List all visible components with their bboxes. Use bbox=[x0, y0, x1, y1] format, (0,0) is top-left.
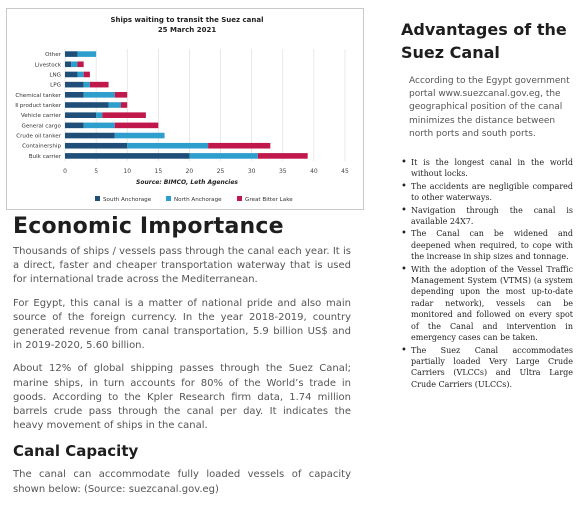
bar-segment bbox=[84, 82, 90, 88]
chart-title: Ships waiting to transit the Suez canal bbox=[110, 16, 264, 24]
suez-waiting-ships-chart bbox=[7, 9, 363, 209]
bar-segment bbox=[65, 123, 84, 129]
bar-segment bbox=[65, 82, 84, 88]
bar-segment bbox=[115, 123, 159, 129]
bar-segment bbox=[65, 143, 127, 149]
bar-segment bbox=[65, 112, 96, 118]
economic-paragraph: About 12% of global shipping passes through the Suez Canal; marine ships, in turn accounts for 80% of the World’s trade in goods. According to the Kpler Research firm data, 1.74 million barrels crude pass through the canal per day. It indicates the heavy movement of ships in the canal. bbox=[13, 363, 351, 432]
advantages-intro: According to the Egypt government portal www.suezcanal.gov.eg, the geographical position of the canal minimizes the distance between north ports and south ports. bbox=[409, 76, 570, 139]
advantages-list bbox=[401, 157, 573, 390]
y-category-label: General cargo bbox=[21, 123, 61, 130]
economic-heading: Economic Importance bbox=[13, 214, 284, 239]
bar-segment bbox=[65, 133, 115, 139]
chart-panel bbox=[6, 8, 364, 210]
bar-segment bbox=[84, 72, 90, 78]
bar-segment bbox=[109, 102, 121, 108]
bar-segment bbox=[65, 61, 71, 67]
y-category-label: LNG bbox=[49, 72, 61, 79]
bar-segment bbox=[65, 92, 84, 98]
economic-paragraph: For Egypt, this canal is a matter of national pride and also main source of the foreign currency. In the year 2018-2019, country generated revenue from canal transportation, 5.9 billion US$ and in 2019-2020, 5.60 billion. bbox=[13, 297, 351, 352]
bar-segment bbox=[127, 143, 208, 149]
y-category-label: Crude oil tanker bbox=[16, 133, 61, 140]
bar-segment bbox=[65, 72, 77, 78]
chart-source: Source: BIMCO, Leth Agencies bbox=[136, 179, 238, 186]
bar-segment bbox=[115, 92, 127, 98]
x-tick-label: 30 bbox=[247, 168, 256, 175]
x-tick-label: 20 bbox=[185, 168, 194, 175]
legend-label: Great Bitter Lake bbox=[245, 197, 293, 203]
advantage-item: • The accidents are negligible compared to other waterways. bbox=[401, 181, 573, 204]
bar-segment bbox=[65, 153, 189, 159]
bar-segment bbox=[65, 102, 109, 108]
x-tick-label: 40 bbox=[310, 168, 318, 175]
advantages-heading: Advantages of the Suez Canal bbox=[401, 20, 567, 62]
x-tick-label: 10 bbox=[123, 168, 132, 175]
x-tick-label: 5 bbox=[94, 168, 99, 175]
y-category-label: Bulk carrier bbox=[28, 153, 61, 160]
bar-segment bbox=[71, 61, 77, 67]
y-category-label: Ⅱ product tanker bbox=[15, 103, 61, 109]
advantage-item: • The Canal can be widened and deepened when required, to cope with the increase in ship sizes and tonnage. bbox=[401, 228, 573, 262]
bar-segment bbox=[189, 153, 257, 159]
legend-swatch bbox=[95, 196, 100, 201]
capacity-text: The canal can accommodate fully loaded vessels of capacity shown below: (Source: suezcanal.gov.eg) bbox=[13, 469, 351, 495]
y-category-label: LPG bbox=[50, 82, 61, 89]
y-category-label: Containership bbox=[22, 143, 61, 150]
advantage-item: • With the adoption of the Vessel Traffic Management System (VTMS) (a system depending upon the most up-to-date radar network), vessels can be monitored and followed on every spot of the Canal and intervention in emergency cases can be taken. bbox=[401, 264, 573, 344]
x-tick-label: 0 bbox=[63, 168, 67, 175]
bar-segment bbox=[84, 92, 115, 98]
bar-segment bbox=[84, 123, 115, 129]
advantage-item: • Navigation through the canal is available 24X7. bbox=[401, 205, 573, 228]
y-category-label: Livestock bbox=[34, 62, 61, 69]
bar-segment bbox=[258, 153, 308, 159]
advantage-item: • It is the longest canal in the world without locks. bbox=[401, 157, 573, 180]
capacity-heading: Canal Capacity bbox=[13, 442, 139, 461]
bar-segment bbox=[77, 51, 96, 57]
y-category-label: Vehicle carrier bbox=[20, 113, 61, 120]
bar-segment bbox=[77, 72, 83, 78]
y-category-label: Other bbox=[45, 52, 61, 59]
y-category-label: Chemical tanker bbox=[15, 92, 61, 99]
bar-segment bbox=[102, 112, 146, 118]
chart-subtitle: 25 March 2021 bbox=[157, 26, 217, 34]
bar-segment bbox=[96, 112, 102, 118]
economic-section bbox=[13, 214, 351, 506]
bar-segment bbox=[77, 61, 83, 67]
x-tick-label: 15 bbox=[154, 168, 163, 175]
legend-label: South Anchorage bbox=[103, 197, 152, 203]
bar-segment bbox=[208, 143, 270, 149]
economic-paragraph: Thousands of ships / vessels pass through the canal each year. It is a direct, faster and cheaper transportation waterway that is used for international trade across the Mediterranean. bbox=[13, 246, 351, 286]
bar-segment bbox=[65, 51, 77, 57]
advantages-section bbox=[401, 18, 573, 391]
legend-swatch bbox=[237, 196, 242, 201]
legend-swatch bbox=[166, 196, 171, 201]
x-tick-label: 35 bbox=[278, 168, 287, 175]
bar-segment bbox=[90, 82, 109, 88]
bar-segment bbox=[121, 102, 127, 108]
legend-label: North Anchorage bbox=[174, 197, 222, 203]
x-tick-label: 25 bbox=[216, 168, 225, 175]
x-tick-label: 45 bbox=[341, 168, 349, 175]
advantage-item: • The Suez Canal accommodates partially loaded Very Large Crude Carriers (VLCCs) and Ultra Large Crude Carriers (ULCCs). bbox=[401, 345, 573, 391]
bar-segment bbox=[115, 133, 165, 139]
